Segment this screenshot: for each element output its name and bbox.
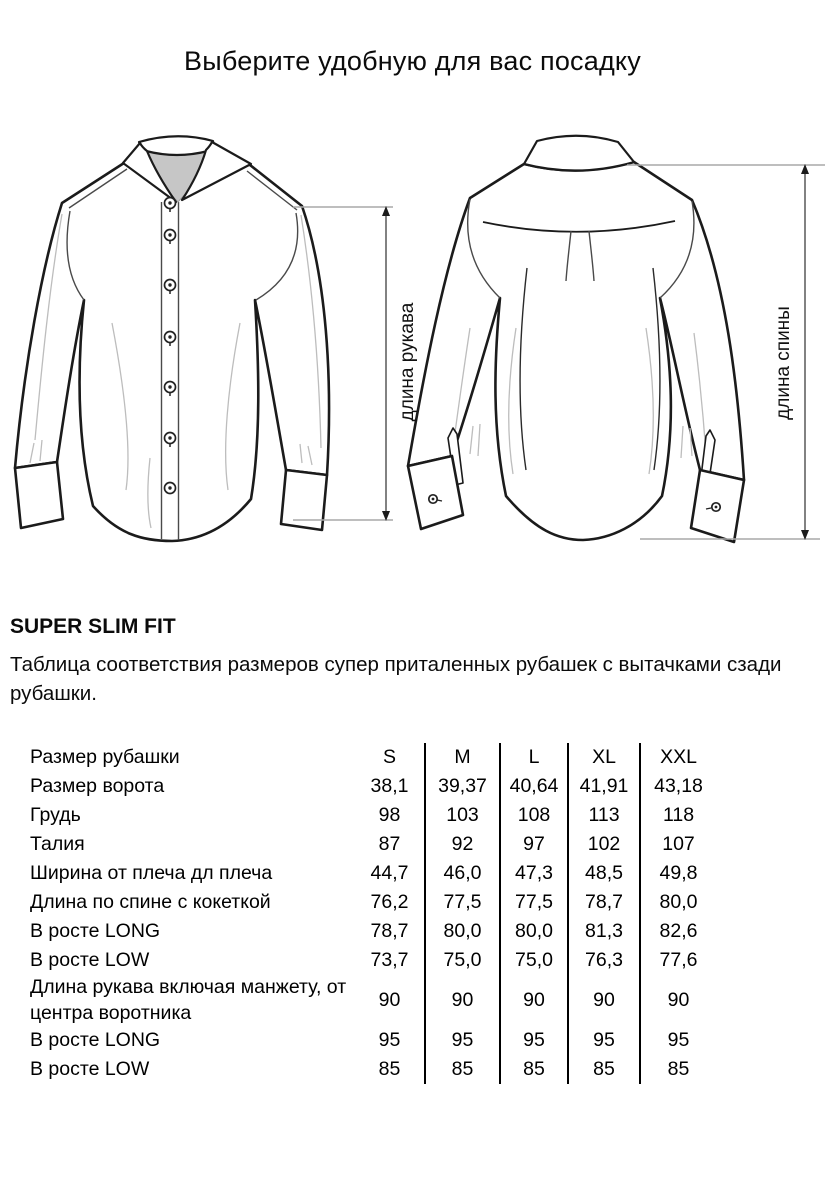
value-cell: 90 <box>355 975 425 1026</box>
row-label: В росте LOW <box>30 948 150 971</box>
back-length-label: длина спины <box>773 306 794 420</box>
table-row <box>30 888 716 917</box>
value-cell: 44,7 <box>355 859 425 888</box>
value-cell: 77,5 <box>500 888 568 917</box>
value-cell: 90 <box>500 975 568 1026</box>
value-cell: 78,7 <box>568 888 640 917</box>
value-cell: 47,3 <box>500 859 568 888</box>
size-header: L <box>500 743 568 772</box>
value-cell: 49,8 <box>659 861 698 884</box>
table-row <box>30 1026 716 1055</box>
table-row <box>30 830 716 859</box>
value-cell: 95 <box>568 1026 640 1055</box>
value-cell: 85 <box>568 1055 640 1084</box>
page-title: Выберите удобную для вас посадку <box>184 46 641 76</box>
table-header-row <box>30 743 716 772</box>
shirt-front-drawing <box>15 136 329 541</box>
fit-description: Таблица соответствия размеров супер приталенных рубашек с вытачками сзади рубашки. <box>10 653 782 705</box>
table-row <box>30 801 716 830</box>
value-cell: 77,5 <box>425 888 500 917</box>
value-cell: 95 <box>425 1026 500 1055</box>
value-cell: 95 <box>667 1029 690 1052</box>
sleeve-length-label: длина рукава <box>397 302 418 422</box>
value-cell: 78,7 <box>355 917 425 946</box>
value-cell: 39,37 <box>425 772 500 801</box>
size-header: XL <box>568 743 640 772</box>
value-cell: 75,0 <box>500 946 568 975</box>
value-cell: 85 <box>667 1058 690 1081</box>
value-cell: 80,0 <box>425 917 500 946</box>
table-row <box>30 917 716 946</box>
value-cell: 40,64 <box>500 772 568 801</box>
value-cell: 85 <box>355 1055 425 1084</box>
table-row <box>30 1055 716 1084</box>
value-cell: 97 <box>500 830 568 859</box>
table-row <box>30 946 716 975</box>
size-table <box>30 743 716 1084</box>
value-cell: 46,0 <box>425 859 500 888</box>
value-cell: 103 <box>425 801 500 830</box>
value-cell: 85 <box>500 1055 568 1084</box>
row-label: В росте LOW <box>30 1058 150 1081</box>
value-cell: 108 <box>500 801 568 830</box>
size-header: M <box>425 743 500 772</box>
row-label: Длина по спине с кокеткой <box>30 890 271 913</box>
value-cell: 80,0 <box>500 917 568 946</box>
value-cell: 73,7 <box>355 946 425 975</box>
value-cell: 43,18 <box>654 774 703 797</box>
row-label: Талия <box>30 832 85 855</box>
table-row <box>30 772 716 801</box>
size-header: S <box>355 743 425 772</box>
value-cell: 95 <box>500 1026 568 1055</box>
value-cell: 90 <box>568 975 640 1026</box>
value-cell: 87 <box>355 830 425 859</box>
value-cell: 38,1 <box>355 772 425 801</box>
value-cell: 81,3 <box>568 917 640 946</box>
value-cell: 85 <box>425 1055 500 1084</box>
value-cell: 75,0 <box>425 946 500 975</box>
size-header: XXL <box>660 745 697 768</box>
fit-figure <box>0 118 825 573</box>
value-cell: 92 <box>425 830 500 859</box>
value-cell: 82,6 <box>659 919 698 942</box>
value-cell: 102 <box>568 830 640 859</box>
value-cell: 76,2 <box>355 888 425 917</box>
table-row <box>30 859 716 888</box>
value-cell: 48,5 <box>568 859 640 888</box>
row-label: В росте LONG <box>30 919 161 942</box>
row-label: Размер рубашки <box>30 745 180 768</box>
value-cell: 118 <box>662 803 695 826</box>
row-label: Размер ворота <box>30 774 165 797</box>
value-cell: 107 <box>662 832 695 855</box>
value-cell: 80,0 <box>659 890 698 913</box>
value-cell: 98 <box>355 801 425 830</box>
value-cell: 76,3 <box>568 946 640 975</box>
table-row <box>30 975 716 1026</box>
value-cell: 77,6 <box>659 948 698 971</box>
row-label: Длина рукава включая манжету, от центра воротника <box>30 976 347 1024</box>
value-cell: 95 <box>355 1026 425 1055</box>
value-cell: 113 <box>568 801 640 830</box>
shirt-back-drawing <box>408 136 744 542</box>
fit-heading: SUPER SLIM FIT <box>10 615 176 638</box>
value-cell: 90 <box>425 975 500 1026</box>
row-label: Ширина от плеча дл плеча <box>30 861 273 884</box>
row-label: В росте LONG <box>30 1029 161 1052</box>
row-label: Грудь <box>30 803 81 826</box>
value-cell: 41,91 <box>568 772 640 801</box>
value-cell: 90 <box>667 988 690 1011</box>
